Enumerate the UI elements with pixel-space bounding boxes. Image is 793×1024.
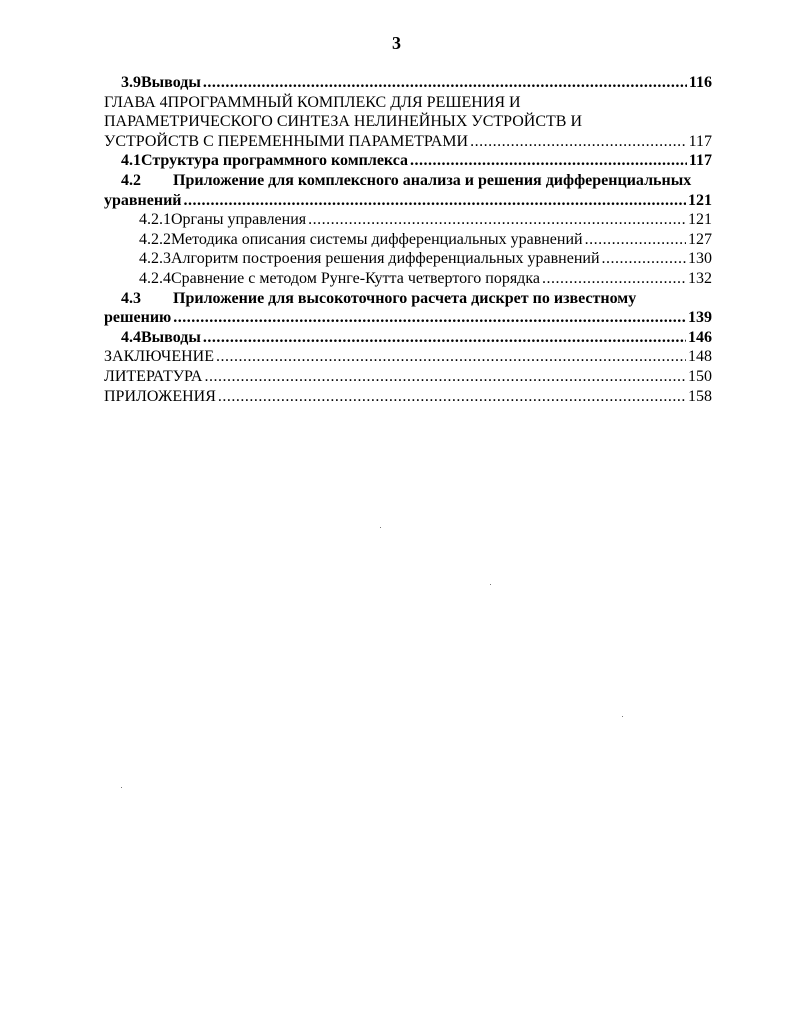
scan-speck: [622, 716, 623, 717]
toc-entry-number: 4.2.1: [139, 211, 171, 229]
toc-entry-page: 127: [688, 230, 712, 248]
toc-entry-title: Выводы: [141, 328, 201, 346]
toc-entry-page: 121: [688, 211, 712, 229]
toc-entry-page: 121: [688, 191, 712, 209]
page-number: 3: [392, 33, 401, 53]
toc-entry-number: 4.2.2: [139, 230, 171, 248]
toc-entry-chapter-4: [104, 93, 712, 152]
dot-leader: [410, 151, 687, 171]
toc-entry-page: 130: [688, 250, 712, 268]
dot-leader: [203, 328, 686, 348]
toc-entry-title: Структура программного комплекса: [141, 152, 409, 170]
scan-speck: [490, 584, 491, 585]
toc-entry-title-line-3: УСТРОЙСТВ С ПЕРЕМЕННЫМИ ПАРАМЕТРАМИ: [104, 132, 469, 150]
dot-leader: [218, 387, 686, 407]
scan-speck: [121, 787, 122, 788]
toc-entry-number: 4.4: [121, 328, 141, 346]
toc-entry-number: 4.2.4: [139, 269, 171, 287]
dot-leader: [602, 249, 687, 269]
toc-entry-page: 139: [688, 309, 712, 327]
toc-entry-title: Сравнение с методом Рунге-Кутта четвертого порядка: [171, 269, 540, 287]
toc-entry-4-2-1: [104, 210, 712, 230]
toc-entry-number: 3.9: [121, 74, 141, 91]
toc-entry-number: ГЛАВА 4: [104, 93, 168, 111]
toc-entry-title: Выводы: [141, 74, 201, 91]
toc-entry-literature: [104, 367, 712, 387]
toc-entry-last-line: [104, 308, 712, 328]
toc-entry-first-line: [104, 171, 712, 191]
toc-entry-last-line: [104, 132, 712, 152]
toc-entry-first-line: [104, 93, 712, 113]
toc-entry-title-line-2: решению: [104, 309, 172, 327]
toc-entry-4-4: [104, 328, 712, 348]
toc-entry-3-9: [104, 73, 712, 93]
dot-leader: [203, 73, 687, 93]
toc-entry-appendices: [104, 387, 712, 407]
toc-entry-page: 158: [688, 387, 712, 405]
toc-entry-title-line-2: уравнений: [104, 191, 182, 209]
dot-leader: [184, 191, 686, 211]
toc-entry-title: Методика описания системы дифференциальных уравнений: [171, 230, 583, 248]
toc-entry-title: ПРОГРАММНЫЙ КОМПЛЕКС ДЛЯ РЕШЕНИЯ И: [167, 93, 521, 111]
table-of-contents: [104, 73, 712, 406]
dot-leader: [585, 230, 686, 250]
toc-entry-title: Приложение для высокоточного расчета дискрет по известному: [173, 289, 637, 307]
toc-entry-first-line: [104, 289, 712, 309]
dot-leader: [542, 269, 686, 289]
scan-speck: [380, 527, 381, 528]
toc-entry-number: 4.1: [121, 152, 141, 170]
toc-entry-page: 148: [688, 348, 712, 366]
toc-entry-title: ЛИТЕРАТУРА: [104, 367, 203, 385]
toc-entry-number: 4.2.3: [139, 250, 171, 268]
dot-leader: [173, 308, 686, 328]
toc-entry-number: 4.3: [121, 289, 141, 307]
dot-leader: [216, 347, 686, 367]
toc-entry-4-1: [104, 151, 712, 171]
toc-entry-page: 150: [688, 367, 712, 385]
toc-entry-page: 116: [688, 74, 712, 91]
toc-entry-conclusion: [104, 347, 712, 367]
dot-leader: [204, 367, 686, 387]
dot-leader: [470, 132, 687, 152]
toc-entry-4-2-4: [104, 269, 712, 289]
toc-entry-page: 146: [688, 328, 712, 346]
toc-entry-page: 132: [688, 269, 712, 287]
toc-entry-title: Органы управления: [171, 211, 307, 229]
toc-entry-4-2-2: [104, 230, 712, 250]
toc-entry-page: 117: [688, 152, 712, 170]
toc-entry-title-line-2: ПАРАМЕТРИЧЕСКОГО СИНТЕЗА НЕЛИНЕЙНЫХ УСТРОЙСТВ И: [104, 113, 583, 131]
toc-entry-title: ПРИЛОЖЕНИЯ: [104, 387, 216, 405]
toc-entry-4-2-3: [104, 249, 712, 269]
dot-leader: [308, 210, 686, 230]
toc-entry-title: ЗАКЛЮЧЕНИЕ: [104, 348, 214, 366]
toc-entry-title: Алгоритм построения решения дифференциальных уравнений: [171, 250, 600, 268]
toc-entry-number: 4.2: [121, 171, 141, 189]
toc-entry-title: Приложение для комплексного анализа и решения дифференциальных: [173, 171, 692, 189]
toc-entry-4-2: [104, 171, 712, 210]
toc-entry-last-line: [104, 191, 712, 211]
toc-entry-4-3: [104, 289, 712, 328]
toc-entry-page: 117: [688, 132, 712, 150]
